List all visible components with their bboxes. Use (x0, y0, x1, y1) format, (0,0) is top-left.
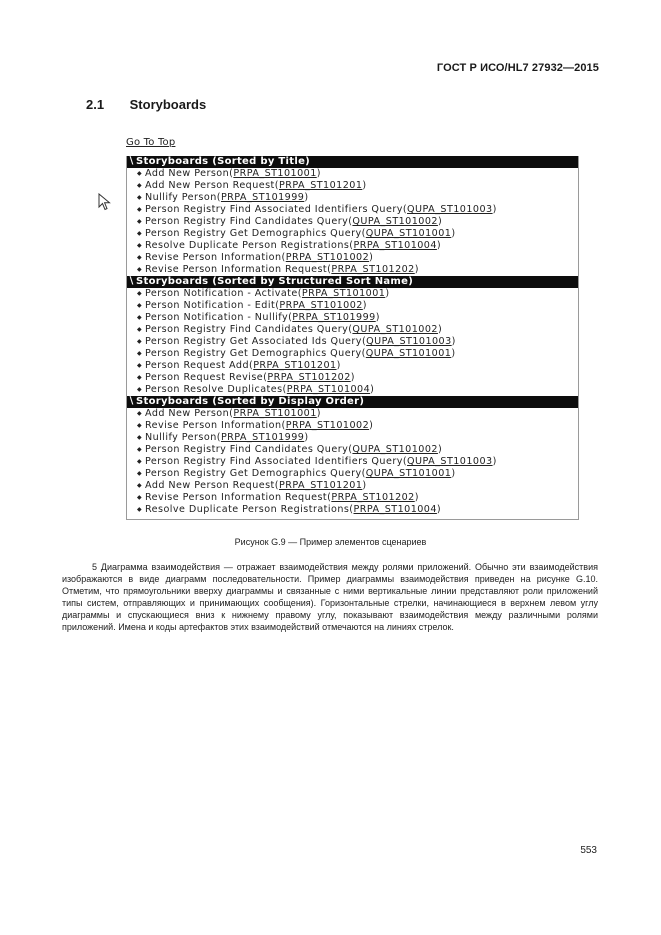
storyboard-name: Nullify Person (145, 192, 217, 203)
storyboard-code-link[interactable]: QUPA_ST101003 (407, 456, 493, 467)
storyboard-name: Person Notification - Edit (145, 300, 276, 311)
storyboard-item: ◆ Person Registry Get Associated Ids Query(QUPA_ST101003) (137, 336, 456, 347)
storyboard-name: Add New Person Request (145, 480, 275, 491)
storyboard-code-link[interactable]: PRPA_ST101001 (233, 408, 317, 419)
storyboard-item: ◆ Resolve Duplicate Person Registrations(PRPA_ST101004) (137, 504, 442, 515)
storyboards-list (126, 156, 579, 520)
diamond-bullet-icon: ◆ (137, 338, 143, 345)
storyboard-name: Add New Person (145, 408, 230, 419)
diamond-bullet-icon: ◆ (137, 506, 143, 513)
storyboard-item: ◆ Nullify Person(PRPA_ST101999) (137, 432, 309, 443)
storyboard-name: Revise Person Information (145, 420, 282, 431)
storyboard-item: ◆ Person Registry Get Demographics Query(QUPA_ST101001) (137, 348, 456, 359)
diamond-bullet-icon: ◆ (137, 350, 143, 357)
storyboard-name: Resolve Duplicate Person Registrations (145, 240, 350, 251)
diamond-bullet-icon: ◆ (137, 410, 143, 417)
diamond-bullet-icon: ◆ (137, 290, 143, 297)
storyboard-code-link[interactable]: QUPA_ST101001 (365, 228, 452, 239)
storyboard-code-link[interactable]: PRPA_ST101004 (353, 504, 437, 515)
storyboard-item: ◆ Person Registry Get Demographics Query(QUPA_ST101001) (137, 468, 456, 479)
diamond-bullet-icon: ◆ (137, 242, 143, 249)
storyboard-name: Revise Person Information (145, 252, 282, 263)
diamond-bullet-icon: ◆ (137, 458, 143, 465)
storyboard-code-link[interactable]: PRPA_ST101004 (286, 384, 371, 395)
figure-caption: Рисунок G.9 — Пример элементов сценариев (234, 537, 427, 547)
storyboard-name: Revise Person Information Request (145, 264, 328, 275)
collapse-toggle-icon[interactable]: ∖ (128, 276, 136, 287)
storyboard-code-link[interactable]: QUPA_ST101002 (352, 216, 438, 227)
storyboard-code-link[interactable]: PRPA_ST101202 (267, 372, 351, 383)
storyboard-name: Person Request Add (145, 360, 249, 371)
storyboard-name: Add New Person Request (145, 180, 275, 191)
storyboard-item: ◆ Resolve Duplicate Person Registrations(PRPA_ST101004) (137, 240, 442, 251)
storyboard-name: Person Registry Find Candidates Query (145, 444, 349, 455)
diamond-bullet-icon: ◆ (137, 362, 143, 369)
storyboard-name: Person Registry Find Candidates Query (145, 324, 349, 335)
diamond-bullet-icon: ◆ (137, 434, 143, 441)
storyboard-item: ◆ Person Registry Find Candidates Query(QUPA_ST101002) (137, 216, 443, 227)
section-title: Storyboards (129, 97, 207, 112)
storyboard-item: ◆ Person Request Revise(PRPA_ST101202) (137, 372, 355, 383)
diamond-bullet-icon: ◆ (137, 422, 143, 429)
storyboard-item: ◆ Person Registry Get Demographics Query(QUPA_ST101001) (137, 228, 456, 239)
storyboard-name: Person Request Revise (145, 372, 264, 383)
storyboard-item: ◆ Person Registry Find Associated Identifiers Query(QUPA_ST101003) (137, 456, 497, 467)
storyboard-code-link[interactable]: QUPA_ST101003 (366, 336, 452, 347)
storyboard-name: Nullify Person (145, 432, 217, 443)
storyboard-code-link[interactable]: PRPA_ST101001 (301, 288, 386, 299)
storyboard-item: ◆ Revise Person Information Request(PRPA_ST101202) (137, 264, 419, 275)
storyboard-item: ◆ Person Registry Find Candidates Query(QUPA_ST101002) (137, 444, 443, 455)
storyboard-code-link[interactable]: PRPA_ST101999 (292, 312, 376, 323)
storyboard-code-link[interactable]: PRPA_ST101002 (285, 252, 370, 263)
storyboard-name: Person Resolve Duplicates (145, 384, 283, 395)
storyboard-name: Person Registry Find Associated Identifiers Query (145, 204, 403, 215)
storyboards-screenshot (126, 132, 578, 520)
storyboard-item: ◆ Revise Person Information(PRPA_ST101002) (137, 252, 374, 263)
storyboard-name: Person Registry Get Associated Ids Query (145, 336, 362, 347)
storyboard-code-link[interactable]: PRPA_ST101004 (353, 240, 437, 251)
storyboard-name: Person Registry Get Demographics Query (145, 348, 362, 359)
storyboard-item: ◆ Person Registry Find Associated Identifiers Query(QUPA_ST101003) (137, 204, 497, 215)
storyboard-code-link[interactable]: PRPA_ST101002 (279, 300, 363, 311)
storyboard-code-link[interactable]: QUPA_ST101001 (365, 348, 452, 359)
storyboard-item: ◆ Person Notification - Nullify(PRPA_ST101999) (137, 312, 380, 323)
group-title: Storyboards (Sorted by Display Order) (136, 396, 365, 407)
storyboard-name: Add New Person (145, 168, 230, 179)
diamond-bullet-icon: ◆ (137, 446, 143, 453)
diamond-bullet-icon: ◆ (137, 266, 143, 273)
mouse-pointer-icon (98, 193, 112, 211)
storyboard-item: ◆ Person Registry Find Candidates Query(QUPA_ST101002) (137, 324, 443, 335)
storyboard-name: Person Registry Get Demographics Query (145, 468, 362, 479)
storyboard-code-link[interactable]: PRPA_ST101002 (285, 420, 370, 431)
group-title: Storyboards (Sorted by Title) (136, 156, 311, 167)
diamond-bullet-icon: ◆ (137, 482, 143, 489)
group-header[interactable] (127, 156, 578, 168)
storyboard-item: ◆ Person Request Add(PRPA_ST101201) (137, 360, 341, 371)
diamond-bullet-icon: ◆ (137, 170, 143, 177)
storyboard-code-link[interactable]: PRPA_ST101202 (331, 264, 415, 275)
storyboard-item: ◆ Add New Person(PRPA_ST101001) (137, 408, 321, 419)
section-number: 2.1 (86, 97, 105, 112)
storyboard-code-link[interactable]: QUPA_ST101003 (407, 204, 493, 215)
storyboard-name: Person Registry Find Candidates Query (145, 216, 349, 227)
diamond-bullet-icon: ◆ (137, 374, 143, 381)
diamond-bullet-icon: ◆ (137, 206, 143, 213)
standard-header: ГОСТ Р ИСО/HL7 27932—2015 (436, 62, 599, 74)
storyboard-item: ◆ Revise Person Information(PRPA_ST101002) (137, 420, 374, 431)
storyboard-item: ◆ Revise Person Information Request(PRPA_ST101202) (137, 492, 419, 503)
storyboard-code-link[interactable]: PRPA_ST101001 (233, 168, 317, 179)
collapse-toggle-icon[interactable]: ∖ (128, 156, 136, 167)
storyboard-name: Person Notification - Nullify (145, 312, 289, 323)
diamond-bullet-icon: ◆ (137, 254, 143, 261)
group-header[interactable] (127, 396, 578, 408)
storyboard-name: Resolve Duplicate Person Registrations (145, 504, 350, 515)
diamond-bullet-icon: ◆ (137, 386, 143, 393)
storyboard-code-link[interactable]: QUPA_ST101001 (365, 468, 452, 479)
diamond-bullet-icon: ◆ (137, 494, 143, 501)
go-to-top-link[interactable]: Go To Top (126, 137, 176, 148)
section-heading (86, 97, 206, 112)
diamond-bullet-icon: ◆ (137, 302, 143, 309)
storyboard-item: ◆ Person Resolve Duplicates(PRPA_ST101004) (137, 384, 375, 395)
storyboard-code-link[interactable]: PRPA_ST101202 (331, 492, 415, 503)
storyboard-code-link[interactable]: PRPA_ST101201 (278, 180, 363, 191)
diamond-bullet-icon: ◆ (137, 182, 143, 189)
storyboard-code-link[interactable]: QUPA_ST101002 (352, 444, 438, 455)
diamond-bullet-icon: ◆ (137, 314, 143, 321)
storyboard-name: Person Registry Find Associated Identifiers Query (145, 456, 403, 467)
diamond-bullet-icon: ◆ (137, 230, 143, 237)
storyboard-item: ◆ Nullify Person(PRPA_ST101999) (137, 192, 309, 203)
storyboard-code-link[interactable]: PRPA_ST101201 (278, 480, 363, 491)
storyboard-item: ◆ Add New Person(PRPA_ST101001) (137, 168, 321, 179)
storyboard-item: ◆ Person Notification - Activate(PRPA_ST101001) (137, 288, 390, 299)
diamond-bullet-icon: ◆ (137, 218, 143, 225)
storyboard-code-link[interactable]: PRPA_ST101999 (220, 192, 305, 203)
storyboard-item: ◆ Person Notification - Edit(PRPA_ST101002) (137, 300, 367, 311)
diamond-bullet-icon: ◆ (137, 470, 143, 477)
storyboard-code-link[interactable]: PRPA_ST101201 (253, 360, 337, 371)
storyboard-item: ◆ Add New Person Request(PRPA_ST101201) (137, 480, 367, 491)
page-number: 553 (580, 845, 597, 856)
diamond-bullet-icon: ◆ (137, 326, 143, 333)
group-title: Storyboards (Sorted by Structured Sort Name) (136, 276, 414, 287)
body-paragraph: 5 Диаграмма взаимодействия — отражает взаимодействия между ролями приложений. Обычно эти взаимодействия изображаются в виде диаграмм последовательности. Пример диаграммы взаимодействия приведен на рисунке G.10. Отметим, что прямоугольники вверху диаграммы и связанные с ними вертикальные линии представляют роли приложений типы систем, отправляющих и принимающих сообщения). Горизонтальные стрелки, начинающиеся в верхнем левом углу диаграммы и спускающиеся вниз к нижнему правому углу, показывают взаимодействия между различными ролями приложений. Имена и коды артефактов этих взаимодействий отмечаются на линиях стрелок. (62, 562, 598, 633)
storyboard-code-link[interactable]: PRPA_ST101999 (220, 432, 305, 443)
storyboard-item: ◆ Add New Person Request(PRPA_ST101201) (137, 180, 367, 191)
storyboard-name: Revise Person Information Request (145, 492, 328, 503)
storyboard-code-link[interactable]: QUPA_ST101002 (352, 324, 438, 335)
collapse-toggle-icon[interactable]: ∖ (128, 396, 136, 407)
storyboard-name: Person Registry Get Demographics Query (145, 228, 362, 239)
group-header[interactable] (127, 276, 578, 288)
diamond-bullet-icon: ◆ (137, 194, 143, 201)
storyboard-name: Person Notification - Activate (145, 288, 298, 299)
